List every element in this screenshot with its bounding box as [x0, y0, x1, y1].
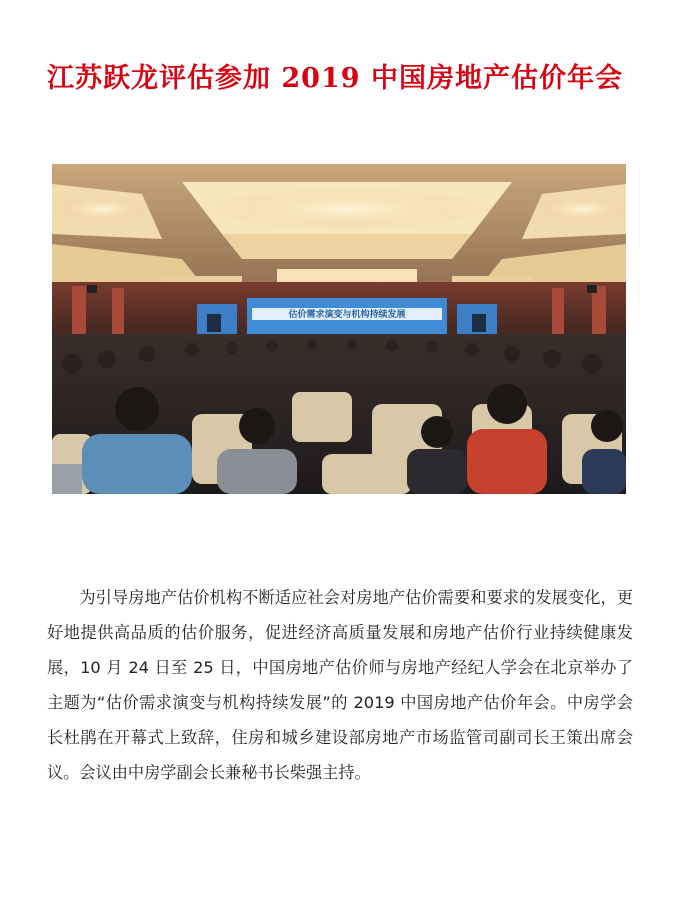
screen-banner-text: 估价需求演变与机构持续发展: [288, 310, 406, 320]
article-body: 为引导房地产估价机构不断适应社会对房地产估价需要和要求的发展变化，更好地提供高品质的估价服务，促进经济高质量发展和房地产估价行业持续健康发展，10 月 24 日至 25 日，中国房地产估价师与房地产经纪人学会在北京举办了主题为“估价需求演变与机构持续发展”的 2019 中国房地产估价年会。中房学会长杜鹃在开幕式上致辞，住房和城乡建设部房地产市场监管司副司长王策出席会议。会议由中房学副会长兼秘书长柴强主持。: [47, 588, 633, 782]
page-title: 江苏跃龙评估参加 2019 中国房地产估价年会: [47, 63, 623, 94]
conference-photo: [52, 164, 626, 494]
